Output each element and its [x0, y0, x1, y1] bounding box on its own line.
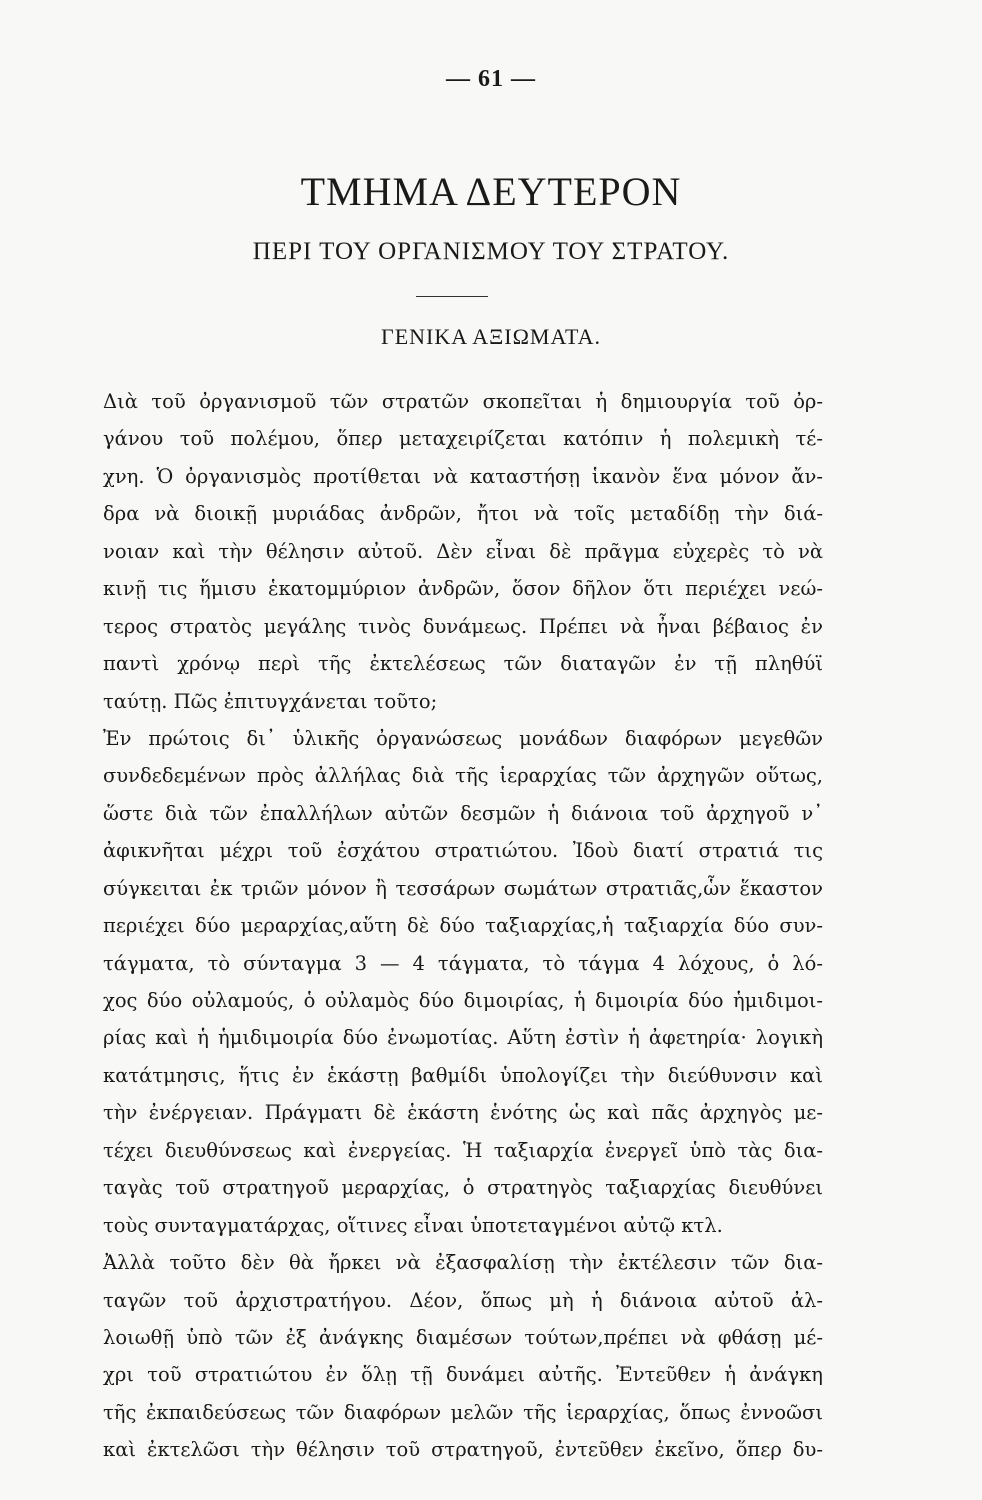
text-line: γάνου τοῦ πολέμου, ὅπερ μεταχειρίζεται κατόπιν ἡ πολεμικὴ τέ-: [103, 427, 823, 451]
text-line: τὴν ἐνέργειαν. Πράγματι δὲ ἑκάστη ἑνότης ὡς καὶ πᾶς ἀρχηγὸς με-: [103, 1101, 823, 1125]
section-title: ΤΜΗΜΑ ΔΕΥΤΕΡΟΝ: [300, 169, 682, 214]
text-line: ὥστε διὰ τῶν ἐπαλλήλων αὐτῶν δεσμῶν ἡ διάνοια τοῦ ἀρχηγοῦ ν᾽: [103, 801, 823, 825]
text-line: ταγὰς τοῦ στρατηγοῦ μεραρχίας, ὁ στρατηγὸς ταξιαρχίας διευθύνει: [103, 1176, 823, 1200]
text-line: τάγματα, τὸ σύνταγμα 3 — 4 τάγματα, τὸ τάγμα 4 λόχους, ὁ λό-: [103, 951, 823, 975]
title-divider: [416, 296, 488, 297]
text-line: κινῇ τις ἥμισυ ἑκατομμύριον ἀνδρῶν, ὅσον δῆλον ὅτι περιέχει νεώ-: [103, 577, 823, 601]
text-line: χρι τοῦ στρατιώτου ἐν ὅλῃ τῇ δυνάμει αὐτῆς. Ἐντεῦθεν ἡ ἀνάγκη: [103, 1363, 823, 1387]
text-line: συνδεδεμένων πρὸς ἀλλήλας διὰ τῆς ἱεραρχίας τῶν ἀρχηγῶν οὕτως,: [103, 764, 823, 788]
text-line: χνη. Ὁ ὀργανισμὸς προτίθεται νὰ καταστήσῃ ἱκανὸν ἕνα μόνον ἄν-: [103, 464, 823, 488]
text-line: νοιαν καὶ τὴν θέλησιν αὐτοῦ. Δὲν εἶναι δὲ πρᾶγμα εὐχερὲς τὸ νὰ: [103, 539, 823, 563]
body-text: [103, 383, 823, 1469]
text-line: περιέχει δύο μεραρχίας,αὕτη δὲ δύο ταξιαρχίας,ἡ ταξιαρχία δύο συν-: [103, 914, 823, 938]
text-line: παντὶ χρόνῳ περὶ τῆς ἐκτελέσεως τῶν διαταγῶν ἐν τῇ πληθύϊ: [103, 652, 823, 676]
text-line: Διὰ τοῦ ὀργανισμοῦ τῶν στρατῶν σκοπεῖται ἡ δημιουργία τοῦ ὀρ-: [103, 390, 823, 413]
text-line: ἀφικνῆται μέχρι τοῦ ἐσχάτου στρατιώτου. Ἰδοὺ διατί στρατιά τις: [103, 839, 823, 863]
text-line: τερος στρατὸς μεγάλης τινὸς δυνάμεως. Πρέπει νὰ ἦναι βέβαιος ἐν: [103, 614, 823, 638]
text-line: τοὺς συνταγματάρχας, οἵτινες εἶναι ὑποτεταγμένοι αὐτῷ κτλ.: [103, 1213, 723, 1237]
text-line: ταύτῃ. Πῶς ἐπιτυγχάνεται τοῦτο;: [103, 689, 438, 713]
text-line: τέχει διευθύνσεως καὶ ἐνεργείας. Ἡ ταξιαρχία ἐνεργεῖ ὑπὸ τὰς δια-: [103, 1138, 823, 1162]
section-subtitle: ΠΕΡΙ ΤΟΥ ΟΡΓΑΝΙΣΜΟΥ ΤΟΥ ΣΤΡΑΤΟΥ.: [252, 238, 730, 265]
text-line: χος δύο οὐλαμούς, ὁ οὐλαμὸς δύο διμοιρίας, ἡ διμοιρία δύο ἡμιδιμοι-: [103, 989, 823, 1012]
text-line: τῆς ἐκπαιδεύσεως τῶν διαφόρων μελῶν τῆς ἱεραρχίας, ὅπως ἐννοῶσι: [103, 1400, 823, 1424]
text-line: ταγῶν τοῦ ἀρχιστρατήγου. Δέον, ὅπως μὴ ἡ διάνοια αὐτοῦ ἀλ-: [103, 1288, 823, 1312]
text-line: καὶ ἐκτελῶσι τὴν θέλησιν τοῦ στρατηγοῦ, ἐντεῦθεν ἐκεῖνο, ὅπερ δυ-: [103, 1438, 823, 1462]
text-line: Ἀλλὰ τοῦτο δὲν θὰ ἤρκει νὰ ἐξασφαλίσῃ τὴν ἐκτέλεσιν τῶν δια-: [103, 1251, 823, 1275]
text-line: Ἐν πρώτοις δι᾽ ὑλικῆς ὀργανώσεως μονάδων διαφόρων μεγεθῶν: [103, 726, 823, 750]
text-line: λοιωθῇ ὑπὸ τῶν ἐξ ἀνάγκης διαμέσων τούτων,πρέπει νὰ φθάσῃ μέ-: [103, 1325, 823, 1349]
page-number: — 61 —: [446, 66, 536, 92]
text-line: σύγκειται ἐκ τριῶν μόνον ἢ τεσσάρων σωμάτων στρατιᾶς,ὧν ἕκαστον: [103, 876, 823, 900]
chapter-heading: ΓΕΝΙΚΑ ΑΞΙΩΜΑΤΑ.: [380, 324, 602, 349]
text-line: ρίας καὶ ἡ ἡμιδιμοιρία δύο ἐνωμοτίας. Αὕτη ἐστὶν ἡ ἀφετηρία· λογικὴ: [103, 1026, 823, 1050]
text-line: δρα νὰ διοικῇ μυριάδας ἀνδρῶν, ἤτοι νὰ τοῖς μεταδίδῃ τὴν διά-: [103, 502, 823, 526]
text-line: κατάτμησις, ἥτις ἐν ἑκάστῃ βαθμίδι ὑπολογίζει τὴν διεύθυνσιν καὶ: [103, 1063, 823, 1087]
